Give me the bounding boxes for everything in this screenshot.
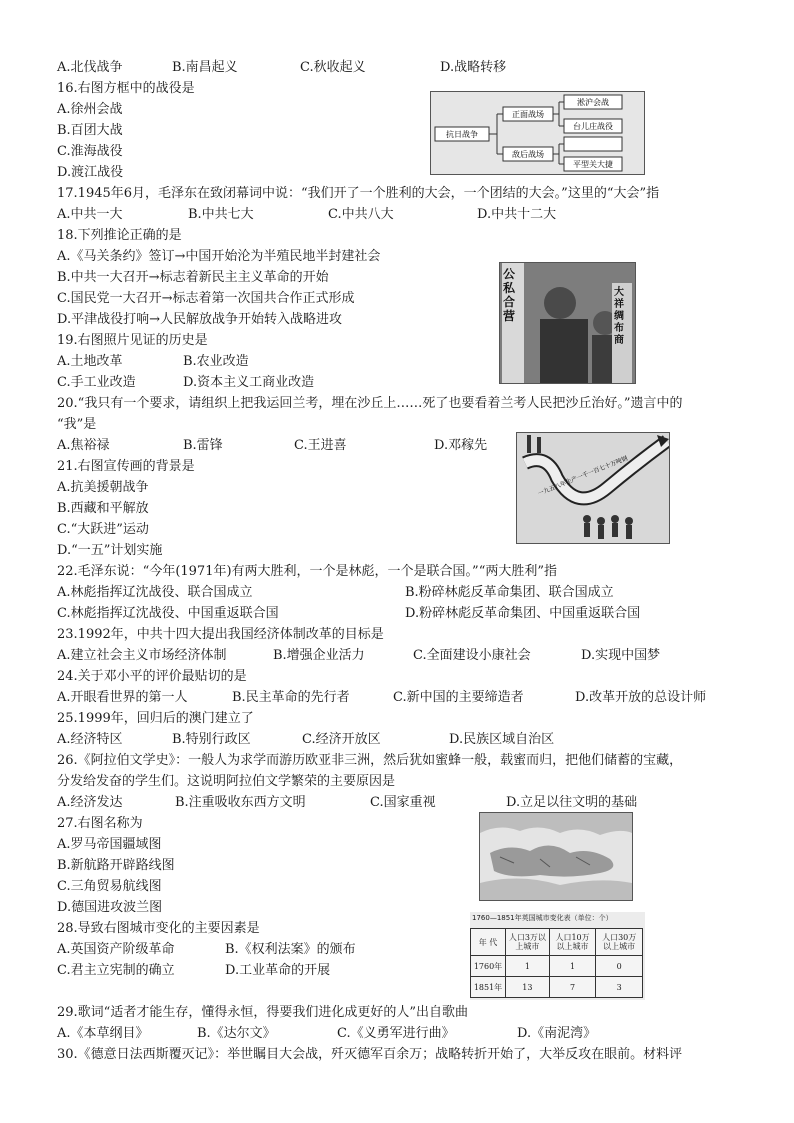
leaf-label-4: 平型关大捷 [573, 160, 613, 169]
question-line: C.林彪指挥辽沈战役、中国重返联合国 [57, 606, 279, 621]
question-line: D.“一五”计划实施 [57, 543, 163, 558]
table-row [471, 956, 643, 977]
table-title: 1760—1851年英国城市变化表（单位：个） [472, 914, 613, 922]
question-line: D.渡江战役 [57, 165, 124, 180]
question-line: C.国家重视 [370, 795, 436, 810]
question-line: A.徐州会战 [57, 102, 123, 117]
question-line: B.农业改造 [183, 354, 249, 369]
question-line: D.民族区域自治区 [449, 732, 555, 747]
battle-diagram-figure [430, 91, 645, 175]
question-line: C.国民党一大召开→标志着第一次国共合作正式形成 [57, 291, 355, 306]
question-line: A.北伐战争 [57, 60, 123, 75]
steel-propaganda-poster [516, 432, 670, 544]
question-line: 23.1992年，中共十四大提出我国经济体制改革的目标是 [57, 627, 384, 642]
question-line: C.手工业改造 [57, 375, 136, 390]
table-cell: 7 [549, 977, 596, 998]
question-line: A.罗马帝国疆域图 [57, 837, 162, 852]
question-line: “我”是 [57, 417, 97, 432]
question-line: B.注重吸收东西方文明 [175, 795, 306, 810]
question-line: C.淮海战役 [57, 144, 123, 159]
question-line: D.中共十二大 [477, 207, 557, 222]
question-line: B.中共一大召开→标志着新民主主义革命的开始 [57, 270, 329, 285]
question-line: A.《马关条约》签订→中国开始沦为半殖民地半封建社会 [57, 249, 381, 264]
question-line: 30.《德意日法西斯覆灭记》：举世瞩目大会战，歼灭德军百余万；战略转折开始了，大举反攻在眼前。材料评 [57, 1047, 683, 1062]
question-line: C.中共八大 [328, 207, 394, 222]
table-cell: 0 [596, 956, 643, 977]
question-line: B.百团大战 [57, 123, 123, 138]
question-line: C.三角贸易航线图 [57, 879, 162, 894]
table-cell: 1851年 [471, 977, 506, 998]
question-line: B.民主革命的先行者 [232, 690, 350, 705]
city-change-table [470, 928, 643, 998]
question-line: 22.毛泽东说：“今年(1971年)有两大胜利，一个是林彪，一个是联合国。”“两大胜利”指 [57, 564, 557, 579]
branch-front-label: 正面战场 [512, 110, 544, 119]
question-line: D.德国进攻波兰图 [57, 900, 163, 915]
question-line: A.《本草纲目》 [57, 1026, 149, 1041]
question-line: 24.关于邓小平的评价最贴切的是 [57, 669, 247, 684]
question-line: A.经济发达 [57, 795, 123, 810]
branch-rear-label: 敌后战场 [512, 150, 544, 159]
question-line: B.特别行政区 [172, 732, 251, 747]
leaf-box-blank [564, 137, 622, 151]
leaf-label-2: 台儿庄战役 [573, 122, 613, 131]
question-line: 20.“我只有一个要求，请组织上把我运回兰考，埋在沙丘上……死了也要看着兰考人民把沙丘治好。”遗言中的 [57, 396, 683, 411]
question-line: D.资本主义工商业改造 [183, 375, 315, 390]
poster-slogan: 一九五八年生产一千一百七十万吨钢 [537, 455, 629, 498]
leaf-label-1: 淞沪会战 [577, 98, 609, 107]
question-line: A.英国资产阶级革命 [57, 942, 175, 957]
table-header-row [471, 929, 643, 956]
question-line: B.雷锋 [183, 438, 223, 453]
question-line: 27.右图名称为 [57, 816, 143, 831]
question-line: C.经济开放区 [302, 732, 381, 747]
question-line: C.君主立宪制的确立 [57, 963, 175, 978]
question-line: 19.右图照片见证的历史是 [57, 333, 208, 348]
question-line: C.全面建设小康社会 [413, 648, 531, 663]
question-line: A.焦裕禄 [57, 438, 110, 453]
roman-empire-map [479, 812, 633, 901]
question-line: 16.右图方框中的战役是 [57, 81, 195, 96]
question-line: D.平津战役打响→人民解放战争开始转入战略进攻 [57, 312, 342, 327]
header-cell: 年 代 [471, 929, 506, 956]
joint-venture-photo [499, 262, 636, 384]
question-line: A.建立社会主义市场经济体制 [57, 648, 227, 663]
question-line: D.实现中国梦 [581, 648, 661, 663]
question-line: C.王进喜 [294, 438, 347, 453]
question-line: C.新中国的主要缔造者 [393, 690, 524, 705]
question-line: D.《南泥湾》 [517, 1026, 597, 1041]
question-line: B.增强企业活力 [273, 648, 365, 663]
question-line: A.开眼看世界的第一人 [57, 690, 188, 705]
root-label: 抗日战争 [446, 130, 478, 139]
table-cell: 1760年 [471, 956, 506, 977]
table-cell: 1 [549, 956, 596, 977]
question-line: B.《达尔文》 [197, 1026, 276, 1041]
question-line: C.《义勇军进行曲》 [337, 1026, 455, 1041]
header-cell: 人口10万以上城市 [549, 929, 596, 956]
question-line: D.立足以往文明的基础 [506, 795, 638, 810]
banner-left: 公私合营 [503, 267, 516, 323]
question-line: 29.歌词“适者才能生存，懂得永恒，得要我们进化成更好的人”出自歌曲 [57, 1005, 468, 1020]
city-change-table-figure [470, 912, 645, 1000]
header-cell: 人口30万以上城市 [596, 929, 643, 956]
table-cell: 3 [596, 977, 643, 998]
question-line: B.《权利法案》的颁布 [225, 942, 356, 957]
header-cell: 人口3万以上城市 [506, 929, 550, 956]
question-line: A.抗美援朝战争 [57, 480, 149, 495]
question-line: 18.下列推论正确的是 [57, 228, 182, 243]
question-line: 26.《阿拉伯文学史》：一般人为求学而游历欧亚非三洲，然后犹如蜜蜂一般，载蜜而归，把他们储蓄的宝藏， [57, 753, 683, 768]
question-line: D.邓稼先 [434, 438, 488, 453]
question-line: B.南昌起义 [172, 60, 238, 75]
question-line: A.中共一大 [57, 207, 123, 222]
question-line: D.粉碎林彪反革命集团、中国重返联合国 [405, 606, 641, 621]
question-line: 21.右图宣传画的背景是 [57, 459, 195, 474]
question-line: 分发给发奋的学生们。这说明阿拉伯文学繁荣的主要原因是 [57, 774, 396, 789]
question-line: C.“大跃进”运动 [57, 522, 149, 537]
table-cell: 13 [506, 977, 550, 998]
question-line: A.经济特区 [57, 732, 123, 747]
question-line: 25.1999年，回归后的澳门建立了 [57, 711, 254, 726]
question-line: 28.导致右图城市变化的主要因素是 [57, 921, 260, 936]
question-line: A.林彪指挥辽沈战役、联合国成立 [57, 585, 253, 600]
banner-right: 大祥绸布商 [614, 287, 624, 346]
question-line: D.战略转移 [440, 60, 507, 75]
question-line: D.改革开放的总设计师 [575, 690, 707, 705]
table-cell: 1 [506, 956, 550, 977]
question-line: D.工业革命的开展 [225, 963, 331, 978]
question-line: B.新航路开辟路线图 [57, 858, 175, 873]
question-line: B.西藏和平解放 [57, 501, 149, 516]
table-row [471, 977, 643, 998]
question-line: 17.1945年6月，毛泽东在致闭幕词中说：“我们开了一个胜利的大会，一个团结的大会。”这里的“大会”指 [57, 186, 660, 201]
question-line: C.秋收起义 [300, 60, 366, 75]
question-line: B.粉碎林彪反革命集团、联合国成立 [405, 585, 614, 600]
question-line: B.中共七大 [188, 207, 254, 222]
question-line: A.土地改革 [57, 354, 123, 369]
